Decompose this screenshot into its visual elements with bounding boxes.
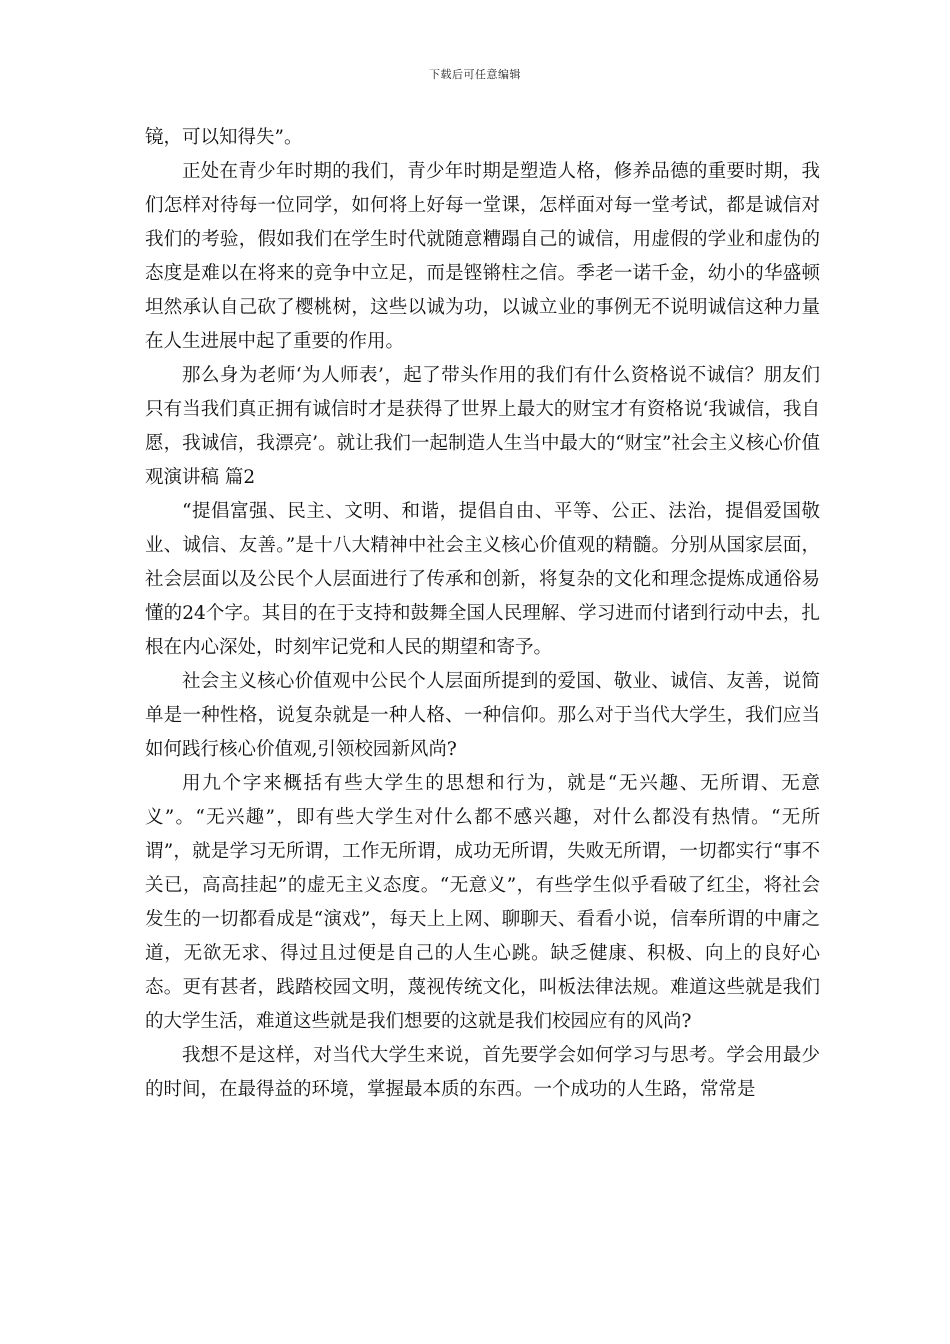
paragraph-2: 正处在青少年时期的我们，青少年时期是塑造人格，修养品德的重要时期，我们怎样对待每一位同学，如何将上好每一堂课，怎样面对每一堂考试，都是诚信对我们的考验，假如我们在学生时代就随意糟蹋自己的诚信，用虚假的学业和虚伪的态度是难以在将来的竞争中立足，而是铿锵柱之信。季老一诺千金，幼小的华盛顿坦然承认自己砍了樱桃树，这些以诚为功，以诚立业的事例无不说明诚信这种力量在人生进展中起了重要的作用。: [145, 161, 820, 352]
page-header: 下载后可任意编辑: [429, 68, 521, 81]
paragraph-3: 那么身为老师‘为人师表’，起了带头作用的我们有什么资格说不诚信？朋友们只有当我们真正拥有诚信时才是获得了世界上最大的财宝才有资格说‘我诚信，我自愿，我诚信，我漂亮’。就让我们一起制造人生当中最大的“财宝”社会主义核心价值观演讲稿 篇2: [145, 365, 820, 488]
document-body: [145, 121, 820, 1107]
paragraph-4: “提倡富强、民主、文明、和谐，提倡自由、平等、公正、法治，提倡爱国敬业、诚信、友善。”是十八大精神中社会主义核心价值观的精髓。分别从国家层面，社会层面以及公民个人层面进行了传承和创新，将复杂的文化和理念提炼成通俗易懂的24个字。其目的在于支持和鼓舞全国人民理解、学习进而付诸到行动中去，扎根在内心深处，时刻牢记党和人民的期望和寄予。: [145, 501, 820, 658]
paragraph-6: 用九个字来概括有些大学生的思想和行为，就是“无兴趣、无所谓、无意义”。“无兴趣”，即有些大学生对什么都不感兴趣，对什么都没有热情。“无所谓”，就是学习无所谓，工作无所谓，成功无所谓，失败无所谓，一切都实行“事不关已，高高挂起”的虚无主义态度。“无意义”，有些学生似乎看破了红尘，将社会发生的一切都看成是“演戏”，每天上上网、聊聊天、看看小说，信奉所谓的中庸之道，无欲无求、得过且过便是自己的人生心跳。缺乏健康、积极、向上的良好心态。更有甚者，践踏校园文明，蔑视传统文化，叫板法律法规。难道这些就是我们的大学生活，难道这些就是我们想要的这就是我们校园应有的风尚?: [145, 773, 820, 1032]
paragraph-5: 社会主义核心价值观中公民个人层面所提到的爱国、敬业、诚信、友善，说简单是一种性格，说复杂就是一种人格、一种信仰。那么对于当代大学生，我们应当如何践行核心价值观,引领校园新风尚?: [145, 671, 820, 760]
paragraph-7: 我想不是这样，对当代大学生来说，首先要学会如何学习与思考。学会用最少的时间，在最得益的环境，掌握最本质的东西。一个成功的人生路，常常是: [145, 1045, 820, 1100]
paragraph-1: 镜，可以知得失”。: [145, 127, 303, 148]
